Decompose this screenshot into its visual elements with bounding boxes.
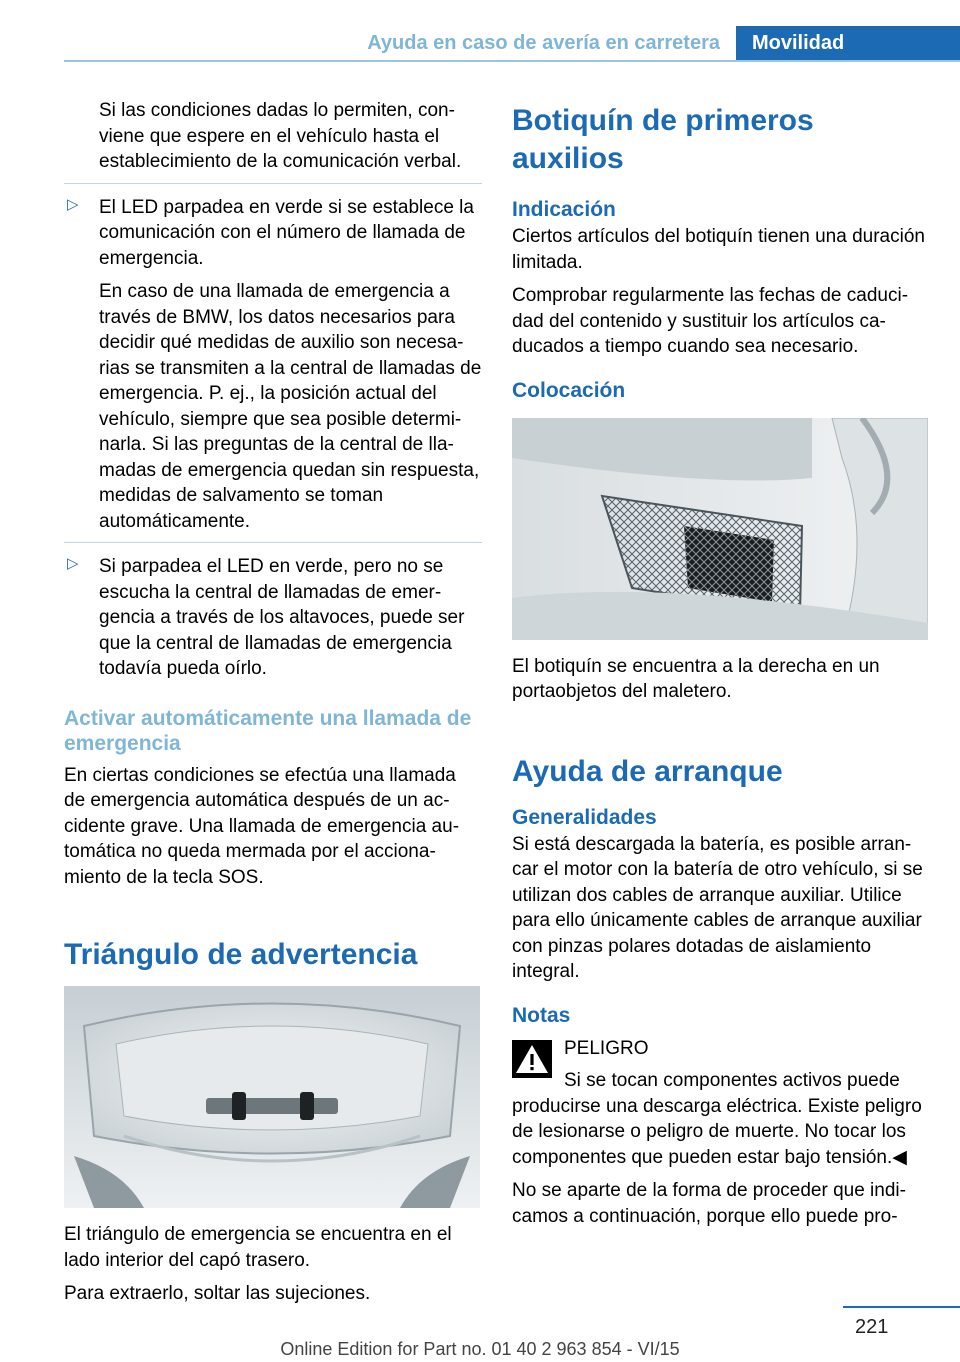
placement-text: El botiquín se encuentra a la derecha en un portaobjetos del maletero. [512, 655, 880, 702]
first-aid-heading: Botiquín de primeros auxilios [512, 104, 814, 175]
header-chapter-tab: Movilidad [736, 26, 960, 60]
auto-call-heading: Activar automáticamente una llamada de emergencia [64, 706, 472, 755]
notes-heading: Notas [512, 1003, 571, 1027]
footer-rule [843, 1306, 960, 1308]
triangle-location-text: El triángulo de emergencia se encuentra en el lado interior del capó trasero. [64, 1224, 452, 1271]
note-text: Ciertos artículos del botiquín tienen una duración limitada. [512, 226, 925, 273]
procedure-text: No se aparte de la forma de proceder que indicamos a continuación, porque ello puede pro- [512, 1180, 906, 1227]
triangle-heading: Triángulo de advertencia [64, 938, 418, 971]
bullet-text: Si parpadea el LED en verde, pero no se escucha la central de llamadas de emergencia a través de los altavoces, puede ser que la central de llamadas de emergencia todavía pueda oírlo. [99, 556, 465, 679]
left-column [64, 98, 482, 1315]
triangle-bullet-icon: ▷ [67, 555, 79, 572]
intro-paragraph: Si las condiciones dadas lo permiten, conviene que espere en el vehículo hasta el establecimiento de la comunicación verbal. [99, 100, 462, 172]
separator [64, 542, 482, 543]
placement-heading: Colocación [512, 378, 626, 402]
danger-label: PELIGRO [564, 1037, 649, 1059]
trunk-lid-image [64, 986, 480, 1208]
page-number: 221 [855, 1316, 889, 1338]
warning-triangle-icon [512, 1040, 552, 1078]
bullet-text: El LED parpadea en verde si se establece la comunicación con el número de llamada de emergencia. [99, 196, 474, 269]
trunk-lid-illustration [64, 986, 480, 1208]
danger-warning [512, 1036, 930, 1094]
trunk-net-illustration [512, 418, 928, 640]
auto-call-text: En ciertas condiciones se efectúa una llamada de emergencia automática después de un accidente grave. Una llamada de emergencia automática no queda mermada por el accionamiento de la tecla SOS. [64, 764, 460, 888]
right-column [512, 98, 930, 1237]
triangle-bullet-icon: ▷ [67, 195, 79, 213]
general-heading: Generalidades [512, 805, 657, 829]
jump-start-heading: Ayuda de arranque [512, 754, 783, 788]
edition-footer: Online Edition for Part no. 01 40 2 963 854 - VI/15 [280, 1339, 680, 1359]
note-heading: Indicación [512, 198, 616, 221]
list-item [64, 554, 482, 682]
first-aid-kit-image [512, 418, 928, 640]
separator [64, 183, 482, 184]
header-section-title: Ayuda en caso de avería en carretera [367, 31, 720, 54]
bullet-continuation: En caso de una llamada de emergencia a través de BMW, los datos necesarios para decidir qué medidas de auxilio son necesarias se transmiten a la central de llamadas de emergencia. P. ej., la posición actual del vehículo, siempre que sea posible determinarla. Si las preguntas de la central de llamadas de emergencia quedan sin respuesta, medidas de salvamento se toman automáticamente. [99, 281, 482, 532]
note-text: Comprobar regularmente las fechas de caducidad del contenido y sustituir los artículos caducados a tiempo cuando sea necesario. [512, 285, 909, 357]
general-text: Si está descargada la batería, es posible arrancar el motor con la batería de otro vehículo, si se utilizan dos cables de arranque auxiliar. Utilice para ello únicamente cables de arranque auxiliar con pinzas polares dotadas de aislamiento integral. [512, 833, 923, 982]
header-rule [64, 60, 960, 62]
list-item [64, 195, 482, 272]
danger-text: Si se tocan componentes activos puede [564, 1070, 900, 1091]
triangle-removal-text: Para extraerlo, soltar las sujeciones. [64, 1283, 371, 1304]
danger-text-continued: producirse una descarga eléctrica. Existe peligro de lesionarse o peligro de muerte. No tocar los componentes que pueden estar bajo tensión.◀ [512, 1095, 922, 1168]
